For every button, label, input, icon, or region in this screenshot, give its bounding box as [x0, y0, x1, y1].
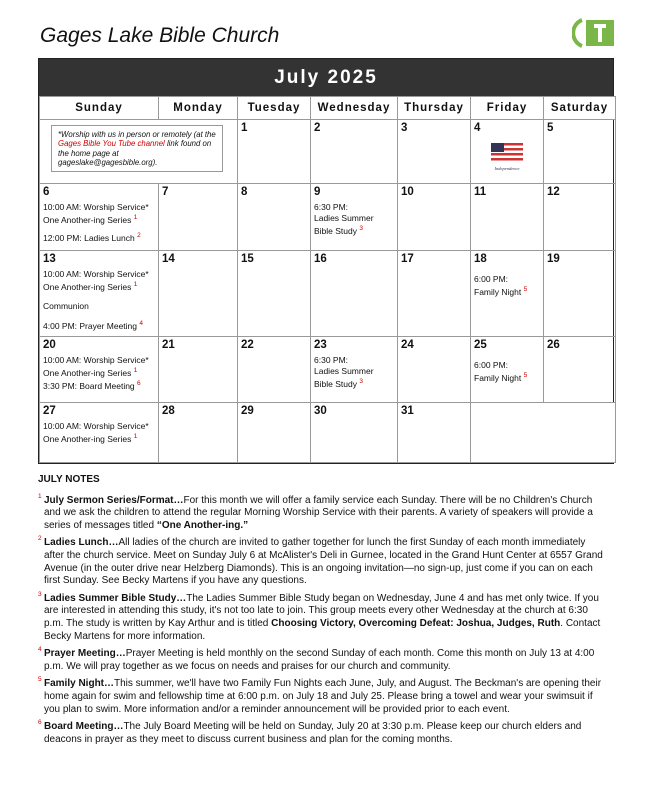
footnote-ref: 5: [523, 285, 528, 293]
intro-cell: [40, 120, 238, 184]
calendar: [38, 58, 614, 464]
weekday-saturday: Saturday: [544, 97, 616, 120]
day-number: 29: [241, 405, 254, 417]
note-title: Family Night…: [44, 678, 115, 690]
worship-note: [51, 125, 223, 172]
day-cell[interactable]: [398, 120, 471, 184]
day-cell[interactable]: [159, 251, 238, 337]
footnote-ref: 6: [137, 379, 141, 387]
day-number: 18: [474, 253, 487, 265]
note-text: This summer, we'll have two Family Fun Nights each June, July, and August. The Beckman's are opening their home again for swim and fellowship time at 6:00 p.m. on July 18 and July 25. Please bring a towel and wear your swimsuit if you plan to swim. More information and/or a reminder announcement will be provided prior to each event.: [44, 678, 602, 715]
event-family[interactable]: [474, 372, 540, 384]
day-cell[interactable]: [398, 337, 471, 403]
day-number: 7: [162, 186, 169, 198]
empty-cell: [471, 403, 616, 463]
day-number: 3: [401, 122, 408, 134]
event-family[interactable]: [474, 286, 540, 298]
weekday-sunday: Sunday: [40, 97, 159, 120]
footnote-ref: 1: [133, 366, 138, 374]
day-number: 11: [474, 186, 487, 198]
day-cell[interactable]: [238, 337, 311, 403]
note-title: July Sermon Series/Format…: [44, 494, 184, 506]
note-number: 5: [38, 676, 42, 684]
day-number: 2: [314, 122, 321, 134]
note-number: 1: [38, 492, 42, 500]
note-sermon-series: [38, 492, 606, 533]
day-number: 25: [474, 339, 487, 351]
weekday-header: [40, 97, 616, 120]
note-number: 4: [38, 646, 42, 654]
footnote-ref: 4: [139, 319, 144, 327]
note-board-meeting: [38, 721, 606, 746]
event-series-label: One Another-ing Series: [43, 281, 132, 292]
day-cell[interactable]: [544, 337, 616, 403]
day-number: 14: [162, 253, 175, 265]
note-title: Board Meeting…: [44, 721, 124, 733]
weekday-friday: Friday: [471, 97, 544, 120]
event-family-time[interactable]: 6:00 PM:: [474, 360, 509, 371]
event-prayer[interactable]: [43, 320, 155, 332]
event-communion[interactable]: [43, 299, 155, 314]
notes-heading: JULY NOTES: [38, 474, 100, 485]
day-cell[interactable]: [238, 184, 311, 251]
note-number: 6: [38, 719, 42, 727]
day-cell[interactable]: [471, 184, 544, 251]
day-number: 4: [474, 122, 481, 134]
event-study-label: Bible Study: [314, 378, 357, 389]
footnote-ref: 3: [359, 377, 363, 385]
event-study-line1[interactable]: Ladies Summer: [314, 212, 374, 223]
month-title: July 2025: [39, 59, 613, 96]
event-series[interactable]: [43, 433, 155, 445]
day-cell[interactable]: [40, 184, 159, 251]
day-number: 31: [401, 405, 414, 417]
event-study-line1[interactable]: Ladies Summer: [314, 365, 374, 376]
day-number: 19: [547, 253, 560, 265]
week-row: [40, 403, 616, 463]
event-prayer-label: 4:00 PM: Prayer Meeting: [43, 320, 138, 331]
event-series[interactable]: [43, 367, 155, 379]
note-text-end: . Contact Becky Martens for more information.: [44, 617, 601, 642]
event-study-label: Bible Study: [314, 225, 357, 236]
day-number: 1: [241, 122, 248, 134]
note-text: Prayer Meeting is held monthly on the second Sunday of each month. Come this month on July 13 at 4:00 p.m. We will pray together as we focus on needs and praises for our church and community.: [44, 648, 595, 672]
event-study-line2[interactable]: [314, 378, 394, 390]
event-study-line2[interactable]: [314, 225, 394, 237]
day-number: 16: [314, 253, 327, 265]
event-series-label: One Another-ing Series: [43, 433, 132, 444]
day-cell[interactable]: [159, 403, 238, 463]
week-row: [40, 251, 616, 337]
day-cell[interactable]: [544, 120, 616, 184]
day-cell[interactable]: [471, 120, 544, 184]
note-number: 3: [38, 590, 42, 598]
youtube-link[interactable]: Gages Bible You Tube channel: [58, 139, 165, 149]
day-number: 17: [401, 253, 414, 265]
day-cell[interactable]: [238, 120, 311, 184]
note-text: For this month we will offer a family service each Sunday. There will be no Children's Church and we ask the children to attend the regular Morning Worship Service with their parents. A variety of speakers will provide a series of messages titled: [44, 494, 593, 531]
church-title: Gages Lake Bible Church: [40, 24, 280, 47]
calendar-grid: [39, 96, 616, 463]
event-communion-label: Communion: [43, 300, 89, 311]
day-number: 8: [241, 186, 248, 198]
day-cell[interactable]: [311, 184, 398, 251]
note-title: Prayer Meeting…: [44, 648, 126, 660]
weekday-thursday: Thursday: [398, 97, 471, 120]
day-number: 13: [43, 253, 56, 265]
day-cell[interactable]: [544, 251, 616, 337]
day-cell[interactable]: [159, 337, 238, 403]
note-text: The Ladies Summer Bible Study began on Wednesday, June 4 and has met only twice. If you are interested in attending this study, it's not too late to join. This group meets every other Wednesday at the church at 6:30 p.m. The study is written by Kay Arthur and is titled: [44, 592, 599, 629]
note-text: The July Board Meeting will be held on Sunday, July 20 at 3:30 p.m. Please keep our church elders and deacons in prayer as they meet to discuss current business and plan for the coming months.: [44, 721, 582, 745]
church-logo-icon: [572, 18, 616, 48]
day-cell[interactable]: [238, 251, 311, 337]
day-number: 9: [314, 186, 321, 198]
day-number: 21: [162, 339, 175, 351]
week-row: [40, 337, 616, 403]
day-number: 23: [314, 339, 327, 351]
footnote-ref: 5: [523, 371, 528, 379]
event-series[interactable]: [43, 214, 155, 226]
event-lunch[interactable]: [43, 232, 155, 244]
week-row: [40, 184, 616, 251]
event-worship[interactable]: 10:00 AM: Worship Service*: [43, 269, 149, 280]
weekday-wednesday: Wednesday: [311, 97, 398, 120]
event-board-label: 3:30 PM: Board Meeting: [43, 380, 135, 391]
note-study-title: Choosing Victory, Overcoming Defeat: Joshua, Judges, Ruth: [271, 617, 561, 629]
event-series-label: One Another-ing Series: [43, 367, 132, 378]
footnote-ref: 1: [133, 432, 138, 440]
day-cell[interactable]: [311, 403, 398, 463]
communion-icon: [99, 299, 114, 314]
day-number: 12: [547, 186, 560, 198]
footnote-ref: 1: [133, 280, 138, 288]
note-title: Ladies Summer Bible Study…: [44, 592, 187, 604]
day-cell[interactable]: [238, 403, 311, 463]
event-worship[interactable]: 10:00 AM: Worship Service*: [43, 202, 149, 213]
event-board[interactable]: [43, 380, 155, 392]
day-number: 28: [162, 405, 175, 417]
day-cell[interactable]: [471, 337, 544, 403]
day-cell[interactable]: [398, 251, 471, 337]
event-series-label: One Another-ing Series: [43, 214, 132, 225]
event-study-time[interactable]: 6:30 PM:: [314, 202, 349, 213]
flag-caption: Independence: [494, 166, 520, 172]
event-family-time[interactable]: 6:00 PM:: [474, 274, 509, 285]
day-cell[interactable]: [40, 403, 159, 463]
day-number: 15: [241, 253, 254, 265]
day-cell[interactable]: [471, 251, 544, 337]
note-bible-study: [38, 590, 606, 643]
day-number: 5: [547, 122, 554, 134]
day-cell[interactable]: [40, 337, 159, 403]
note-title: Ladies Lunch…: [44, 537, 119, 549]
worship-note-text-end: link found on the home page at gageslake@gagesbible.org).: [58, 139, 212, 168]
event-family-label: Family Night: [474, 372, 522, 383]
worship-note-text: *Worship with us in person or remotely (at the: [58, 130, 216, 139]
day-cell[interactable]: [398, 184, 471, 251]
day-number: 10: [401, 186, 414, 198]
day-cell[interactable]: [398, 403, 471, 463]
day-number: 27: [43, 405, 56, 417]
day-cell[interactable]: [544, 184, 616, 251]
day-cell[interactable]: [40, 251, 159, 337]
event-study-time[interactable]: 6:30 PM:: [314, 355, 349, 366]
week-row: [40, 120, 616, 184]
day-cell[interactable]: [311, 120, 398, 184]
weekday-tuesday: Tuesday: [238, 97, 311, 120]
july-notes: [38, 474, 606, 751]
note-text: All ladies of the church are invited to gather together for lunch the first Sunday of each month immediately after the church service. Meet on Sunday July 6 at McAlister's Deli in Gurnee, located in the Grand Hunt Center at 6557 Grand Avenue (in the outer drive near Helzberg Diamonds). This is an ongoing invitation—no sign-up, just come if you can on each first Sunday. See Becky Martens if you have any questions.: [44, 537, 603, 587]
day-number: 22: [241, 339, 254, 351]
day-number: 6: [43, 186, 50, 198]
footnote-ref: 1: [133, 213, 138, 221]
event-lunch-label: 12:00 PM: Ladies Lunch: [43, 232, 135, 243]
note-number: 2: [38, 535, 42, 543]
note-series-title: “One Another-ing.”: [156, 519, 249, 531]
day-cell[interactable]: [159, 184, 238, 251]
day-number: 20: [43, 339, 56, 351]
independence-flag-icon: [489, 139, 525, 173]
event-worship[interactable]: 10:00 AM: Worship Service*: [43, 421, 149, 432]
footnote-ref: 3: [359, 224, 363, 232]
note-family-night: [38, 678, 606, 716]
footnote-ref: 2: [137, 231, 141, 239]
day-cell[interactable]: [311, 251, 398, 337]
event-worship[interactable]: 10:00 AM: Worship Service*: [43, 355, 149, 366]
day-cell[interactable]: [311, 337, 398, 403]
event-series[interactable]: [43, 281, 155, 293]
note-ladies-lunch: [38, 537, 606, 587]
note-prayer-meeting: [38, 648, 606, 673]
day-number: 30: [314, 405, 327, 417]
day-number: 24: [401, 339, 414, 351]
weekday-monday: Monday: [159, 97, 238, 120]
event-family-label: Family Night: [474, 286, 522, 297]
day-number: 26: [547, 339, 560, 351]
